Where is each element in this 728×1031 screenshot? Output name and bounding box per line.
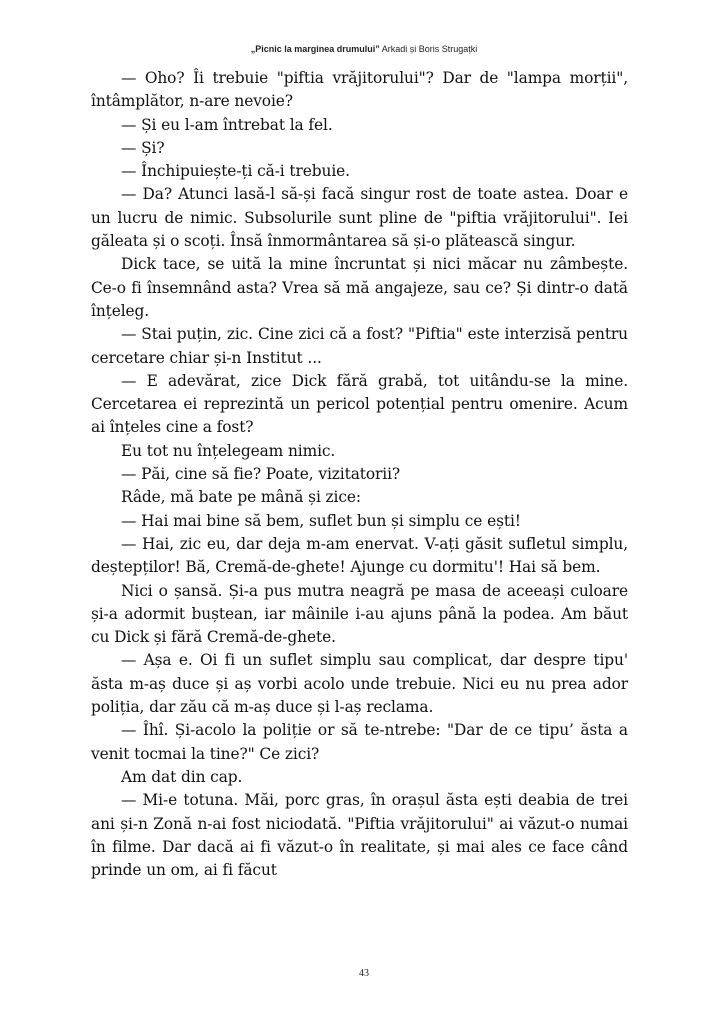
paragraph: — Îhî. Și-acolo la poliție or să te-ntrebe: "Dar de ce tipu’ ăsta a venit tocmai la tine?" Ce zici? <box>91 721 628 763</box>
running-header <box>0 44 728 54</box>
paragraph: — Hai, zic eu, dar deja m-am enervat. V-ați găsit sufletul simplu, deștepților! Bă, Cremă-de-ghete! Ajunge cu dormitu'! Hai să bem. <box>91 534 628 577</box>
paragraph: Am dat din cap. <box>121 767 243 786</box>
paragraph: — Hai mai bine să bem, suflet bun și simplu ce ești! <box>121 511 521 530</box>
book-title: „Picnic la marginea drumului” <box>250 44 380 54</box>
paragraph: Râde, mă bate pe mână și zice: <box>121 488 361 507</box>
paragraph: Eu tot nu înțelegeam nimic. <box>121 441 336 460</box>
page-number: 43 <box>359 968 369 979</box>
paragraph: — Și? <box>121 138 165 157</box>
paragraph: — Da? Atunci lasă-l să-și facă singur rost de toate astea. Doar e un lucru de nimic. Subsolurile sunt pline de "piftia vrăjitorului". Iei găleata și o scoți. Însă înmormântarea să și-o plătească singur. <box>91 185 628 251</box>
paragraph: Nici o șansă. Și-a pus mutra neagră pe masa de aceeași culoare și-a adormit buștean, iar mâinile i-au ajuns până la podea. Am băut cu Dick și fără Cremă-de-ghete. <box>91 581 628 647</box>
paragraph: Dick tace, se uită la mine încruntat și nici măcar nu zâmbește. Ce-o fi însemnând asta? Vrea să mă angajeze, sau ce? Și dintr-o dată înțeleg. <box>91 255 628 320</box>
book-authors: Arkadi și Boris Strugațki <box>381 44 478 54</box>
paragraph: — Mi-e totuna. Măi, porc gras, în orașul ăsta ești deabia de trei ani și-n Zonă n-ai fost niciodată. "Piftia vrăjitorului" ai văzut-o numai în filme. Dar dacă ai fi văzut-o în realitate, și mai ales ce face când prinde un om, ai fi făcut <box>91 791 628 880</box>
paragraph: — Și eu l-am întrebat la fel. <box>121 115 333 134</box>
paragraph: — Păi, cine să fie? Poate, vizitatorii? <box>121 465 401 484</box>
paragraph: — Stai puțin, zic. Cine zici că a fost? "Piftia" este interzisă pentru cercetare chiar și-n Institut ... <box>91 325 628 367</box>
paragraph: — E adevărat, zice Dick fără grabă, tot uitându-se la mine. Cercetarea ei reprezintă un pericol potențial pentru omenire. Acum ai înțeles cine a fost? <box>91 371 628 437</box>
paragraph: — Oho? Îi trebuie "piftia vrăjitorului"? Dar de "lampa morții", întâmplător, n-are nevoie? <box>91 69 628 111</box>
body-text <box>91 67 628 882</box>
paragraph: — Așa e. Oi fi un suflet simplu sau complicat, dar despre tipu' ăsta m-aș duce și aș vorbi acolo unde trebuie. Nici eu nu prea ador poliția, dar zău că m-aș duce și l-aș reclama. <box>91 651 628 717</box>
paragraph: — Închipuiește-ți că-i trebuie. <box>121 162 350 181</box>
